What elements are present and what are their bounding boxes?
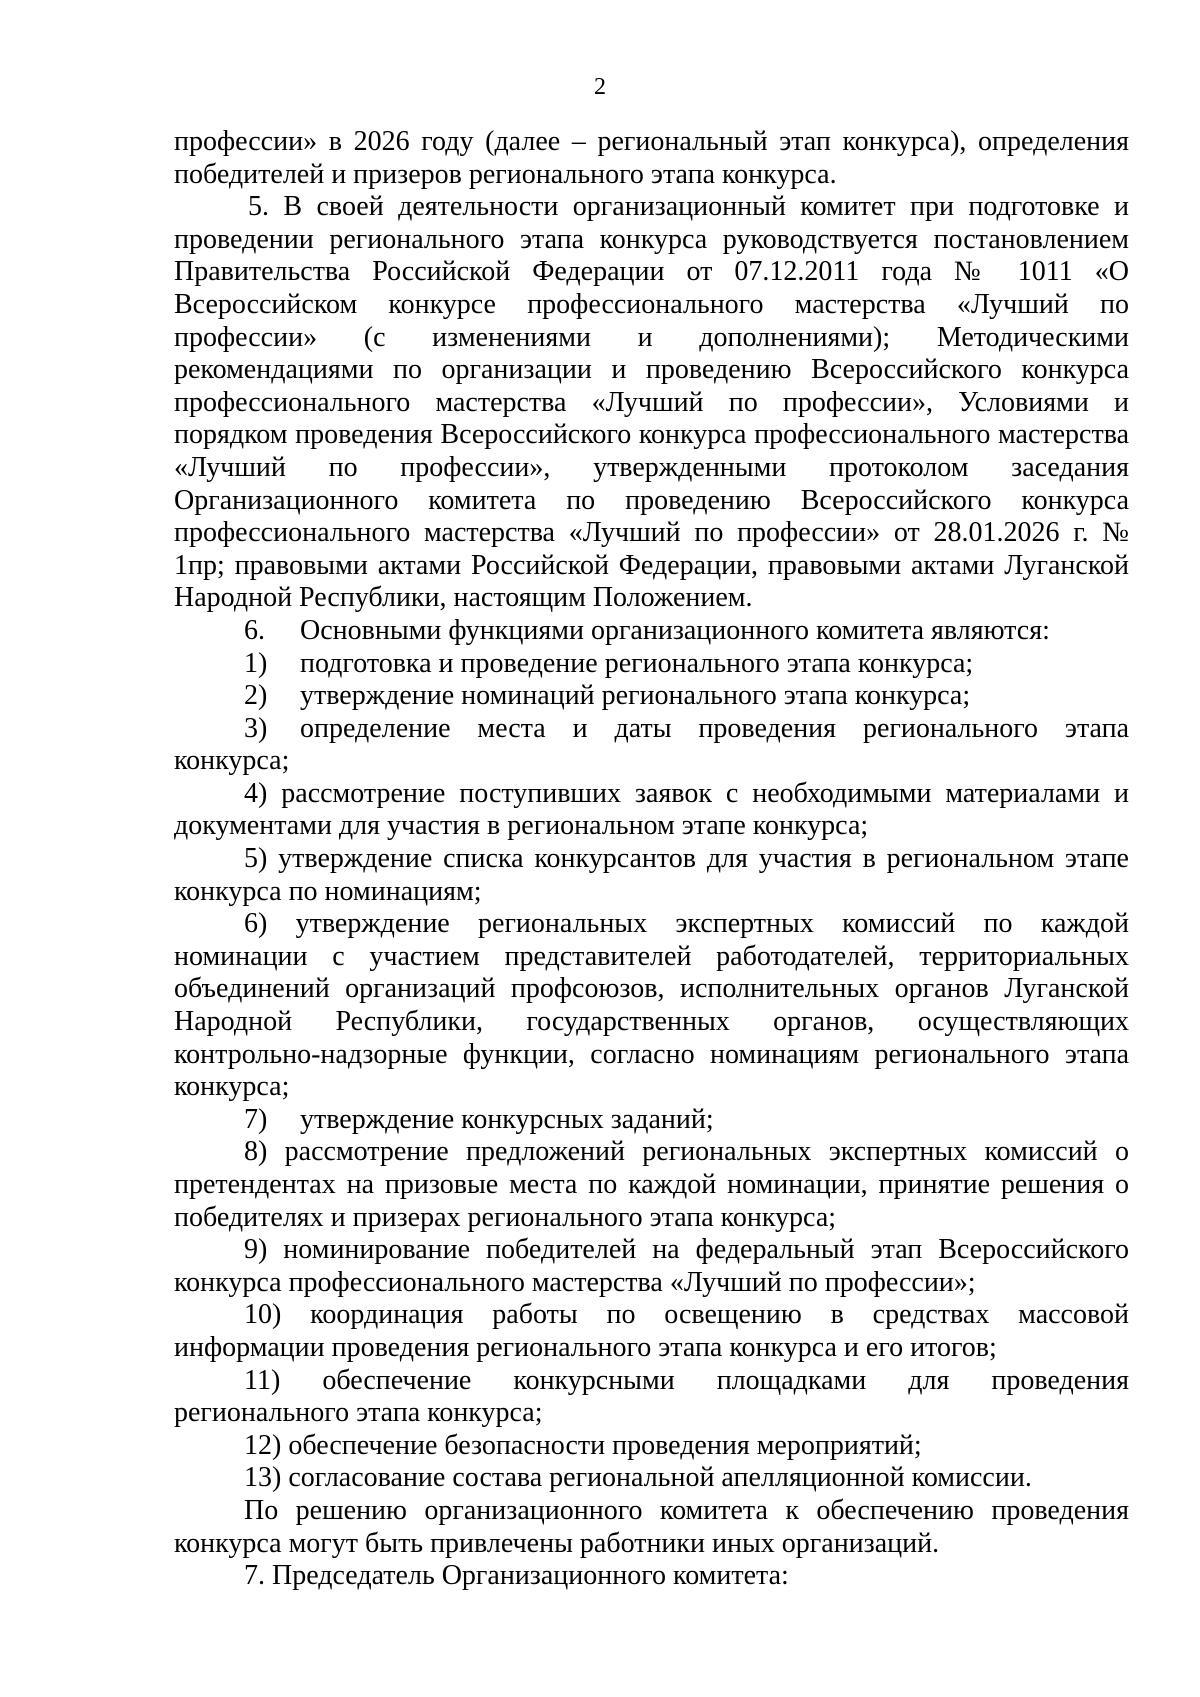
list-item-10: 10) координация работы по освещению в средствах массовой информации проведения регионального этапа конкурса и его итогов; [174,1299,1129,1363]
paragraph-intro: профессии» в 2026 году (далее – региональный этап конкурса), определения победителей и призеров регионального этапа конкурса. [174,126,1129,190]
list-item-1 [174,648,1129,681]
list-item-2 [174,680,1129,713]
list-item-2-number: 2) [244,680,268,712]
list-item-2-text: утверждение номинаций регионального этапа конкурса; [300,680,971,712]
list-item-1-text: подготовка и проведение регионального этапа конкурса; [300,647,974,679]
list-item-3-number: 3) [244,712,268,744]
paragraph-6 [174,615,1129,648]
list-item-12: 12) обеспечение безопасности проведения мероприятий; [244,1429,922,1461]
list-item-4: 4) рассмотрение поступивших заявок с необходимыми материалами и документами для участия в региональном этапе конкурса; [174,777,1129,842]
list-item-6: 6) утверждение региональных экспертных комиссий по каждой номинации с участием представителей работодателей, территориальных объединений организаций профсоюзов, исполнительных органов Луганской Народной Республики, государственных органов, осуществляющих контрольно-надзорные функции, согласно номинациям регионального этапа конкурса; [174,908,1129,1103]
list-item-5: 5) утверждение списка конкурсантов для участия в региональном этапе конкурса по номинациям; [174,843,1129,907]
list-item-11: 11) обеспечение конкурсными площадками для проведения регионального этапа конкурса; [174,1364,1129,1429]
list-item-7-text: утверждение конкурсных заданий; [300,1103,714,1135]
list-item-7-number: 7) [244,1103,268,1135]
page-number: 2 [594,74,606,100]
paragraph-6-number: 6. [244,614,265,646]
list-item-1-number: 1) [244,647,268,679]
list-item-7 [174,1104,1129,1137]
paragraph-7: 7. Председатель Организационного комитета: [244,1560,789,1592]
paragraph-5: 5. В своей деятельности организационный комитет при подготовке и проведении регионального этапа конкурса руководствуется постановлением Правительства Российской Федерации от 07.12.2011 года № 1011 «О Всероссийском конкурсе профессионального мастерства «Лучший по профессии» (с изменениями и дополнениями); Методическими рекомендациями по организации и проведению Всероссийского конкурса профессионального мастерства «Лучший по профессии», Условиями и порядком проведения Всероссийского конкурса профессионального мастерства «Лучший по профессии», утвержденными протоколом заседания Организационного комитета по проведению Всероссийского конкурса профессионального мастерства «Лучший по профессии» от 28.01.2026 г. № 1пр; правовыми актами Российской Федерации, правовыми актами Луганской Народной Республики, настоящим Положением. [174,191,1129,614]
list-item-8: 8) рассмотрение предложений региональных экспертных комиссий о претендентах на призовые места по каждой номинации, принятие решения о победителях и призерах регионального этапа конкурса; [174,1136,1129,1233]
list-item-3 [174,713,1129,746]
list-item-9: 9) номинирование победителей на федеральный этап Всероссийского конкурса профессионального мастерства «Лучший по профессии»; [174,1234,1129,1298]
paragraph-6-text: Основными функциями организационного комитета являются: [300,614,1050,646]
document-body [174,126,1129,1593]
paragraph-decision: По решению организационного комитета к обеспечению проведения конкурса могут быть привлечены работники иных организаций. [174,1494,1129,1559]
list-item-3-continuation: конкурса; [174,745,290,777]
list-item-3-text: определение места и даты проведения регионального этапа [300,712,1129,744]
list-item-13: 13) согласование состава региональной апелляционной комиссии. [244,1462,1032,1494]
